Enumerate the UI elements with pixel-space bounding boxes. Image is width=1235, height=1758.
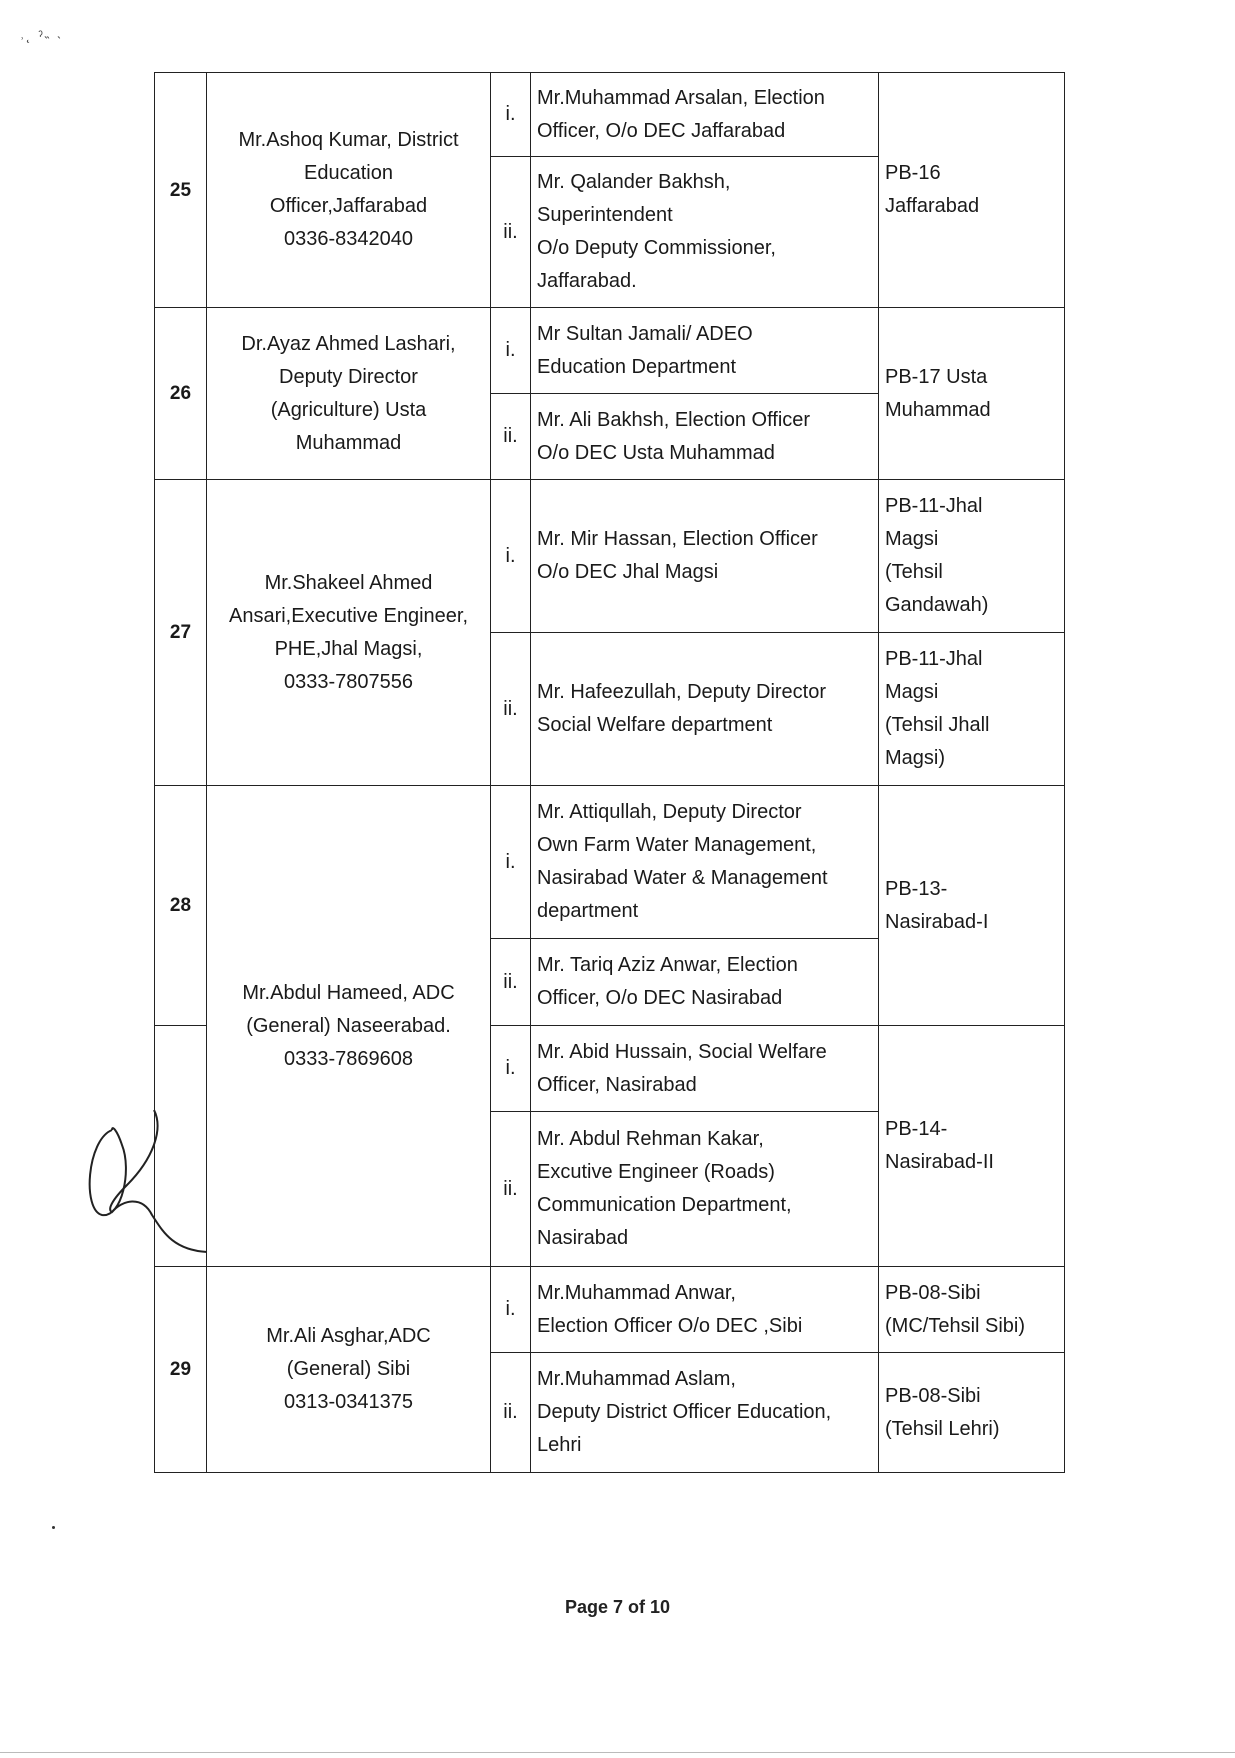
officer-line: Dr.Ayaz Ahmed Lashari, — [241, 332, 456, 355]
entry-index: i. — [491, 73, 531, 157]
serial-number: 29 — [155, 1267, 207, 1473]
entry-index: i. — [491, 786, 531, 939]
serial-number: 27 — [155, 480, 207, 786]
officer-line: 0313-0341375 — [283, 1391, 413, 1413]
detail-line: O/o DEC Jhal Magsi — [537, 561, 719, 583]
detail-line: O/o Deputy Commissioner, — [537, 237, 776, 259]
detail-line: Education Department — [537, 355, 737, 378]
entry-detail — [531, 633, 879, 786]
constituency-cell — [879, 1353, 1065, 1473]
detail-line: Own Farm Water Management, — [537, 834, 817, 856]
constituency-line: Jaffarabad — [885, 195, 980, 217]
constituency-line: Nasirabad-I — [885, 910, 989, 933]
constituency-cell — [879, 786, 1065, 1026]
constituency-line: PB-08-Sibi — [885, 1281, 981, 1304]
table-row — [155, 308, 1065, 394]
detail-line: Officer, O/o DEC Nasirabad — [537, 987, 783, 1009]
scan-specks: ˒˛ ˀ˵ ˴ — [20, 28, 64, 43]
constituency-line: Nasirabad-II — [885, 1151, 994, 1173]
table-row — [155, 1267, 1065, 1353]
entry-detail — [531, 1026, 879, 1112]
officer-line: Ansari,Executive Engineer, — [228, 604, 469, 627]
officer-cell — [207, 1267, 491, 1473]
detail-line: Officer, O/o DEC Jaffarabad — [537, 119, 786, 142]
officer-line: Education — [304, 162, 393, 184]
officer-line: Mr.Ali Asghar,ADC — [266, 1325, 431, 1347]
entry-index: i. — [491, 480, 531, 633]
constituency-line: PB-11-Jhal — [885, 495, 983, 517]
officer-line: Muhammad — [295, 431, 402, 454]
officer-cell — [207, 480, 491, 786]
constituency-line: PB-13- — [885, 877, 948, 900]
entry-detail — [531, 786, 879, 939]
detail-line: O/o DEC Usta Muhammad — [537, 441, 775, 464]
constituency-cell — [879, 73, 1065, 308]
detail-line: Lehri — [537, 1434, 582, 1456]
entry-detail — [531, 1267, 879, 1353]
detail-line: Social Welfare department — [537, 714, 773, 736]
table-row — [155, 73, 1065, 157]
entry-index: i. — [491, 308, 531, 394]
detail-line: Nasirabad — [537, 1227, 629, 1249]
detail-line: Deputy District Officer Education, — [537, 1401, 832, 1423]
constituency-cell — [879, 1267, 1065, 1353]
constituency-cell — [879, 1026, 1065, 1267]
entry-index: ii. — [491, 394, 531, 480]
entry-index: ii. — [491, 633, 531, 786]
constituency-cell — [879, 480, 1065, 633]
constituency-line: PB-16 — [885, 162, 941, 184]
officer-line: Mr.Ashoq Kumar, District — [238, 129, 459, 151]
entry-detail — [531, 73, 879, 157]
entry-detail — [531, 157, 879, 308]
detail-line: Nasirabad Water & Management — [537, 867, 828, 889]
page-separator: of — [623, 1597, 650, 1617]
constituency-cell — [879, 308, 1065, 480]
officer-line: Mr.Abdul Hameed, ADC — [242, 981, 455, 1004]
entry-detail — [531, 308, 879, 394]
officer-line: 0336-8342040 — [283, 228, 413, 250]
detail-line: Mr.Muhammad Aslam, — [537, 1368, 736, 1390]
entry-detail — [531, 394, 879, 480]
entry-detail — [531, 1112, 879, 1267]
officer-line: Mr.Shakeel Ahmed — [264, 571, 433, 594]
page-footer — [0, 1597, 1235, 1618]
constituency-line: Gandawah) — [885, 594, 989, 616]
constituency-line: (Tehsil Jhall — [885, 714, 990, 736]
entry-index: ii. — [491, 1112, 531, 1267]
serial-number: 28 — [155, 786, 207, 1026]
detail-line: department — [537, 900, 639, 922]
detail-line: Mr. Abid Hussain, Social Welfare — [537, 1040, 827, 1063]
officer-line: 0333-7869608 — [283, 1047, 413, 1070]
officer-line: 0333-7807556 — [283, 670, 413, 693]
entry-index: ii. — [491, 939, 531, 1026]
officer-cell — [207, 73, 491, 308]
entry-index: ii. — [491, 157, 531, 308]
serial-number: 26 — [155, 308, 207, 480]
entry-index: i. — [491, 1026, 531, 1112]
officer-line: PHE,Jhal Magsi, — [274, 637, 423, 660]
constituency-line: (MC/Tehsil Sibi) — [885, 1314, 1026, 1337]
officer-cell — [207, 308, 491, 480]
detail-line: Mr. Hafeezullah, Deputy Director — [537, 681, 827, 703]
constituency-line: PB-17 Usta — [885, 365, 988, 388]
entry-detail — [531, 480, 879, 633]
constituency-line: Magsi — [885, 528, 939, 550]
constituency-line: PB-11-Jhal — [885, 648, 983, 670]
constituency-cell — [879, 633, 1065, 786]
constituency-line: Magsi) — [885, 747, 946, 769]
detail-line: Mr.Muhammad Anwar, — [537, 1281, 736, 1304]
officer-line: (General) Sibi — [286, 1358, 411, 1380]
constituency-line: (Tehsil Lehri) — [885, 1417, 1000, 1440]
detail-line: Mr. Qalander Bakhsh, — [537, 171, 731, 193]
officer-line: Officer,Jaffarabad — [269, 195, 428, 217]
officer-line: Deputy Director — [279, 365, 418, 388]
detail-line: Mr. Abdul Rehman Kakar, — [537, 1128, 764, 1150]
detail-line: Superintendent — [537, 204, 673, 226]
entry-detail — [531, 1353, 879, 1473]
entry-detail — [531, 939, 879, 1026]
table-row — [155, 480, 1065, 633]
entry-index: i. — [491, 1267, 531, 1353]
officer-cell — [207, 786, 491, 1267]
constituency-line: PB-14- — [885, 1118, 948, 1140]
detail-line: Officer, Nasirabad — [537, 1073, 697, 1096]
scan-edge-line — [0, 1752, 1235, 1753]
detail-line: Election Officer O/o DEC ,Sibi — [537, 1314, 803, 1337]
detail-line: Mr.Muhammad Arsalan, Election — [537, 86, 825, 109]
officer-line: (Agriculture) Usta — [270, 398, 427, 421]
detail-line: Mr. Tariq Aziz Anwar, Election — [537, 954, 798, 976]
detail-line: Mr Sultan Jamali/ ADEO — [537, 322, 753, 345]
detail-line: Excutive Engineer (Roads) — [537, 1161, 775, 1183]
detail-line: Mr. Ali Bakhsh, Election Officer — [537, 408, 811, 431]
constituency-line: (Tehsil — [885, 561, 943, 583]
detail-line: Mr. Attiqullah, Deputy Director — [537, 801, 802, 823]
constituency-line: Muhammad — [885, 398, 991, 421]
table-row — [155, 786, 1065, 939]
serial-number: 25 — [155, 73, 207, 308]
page-current: 7 — [612, 1597, 623, 1617]
officer-line: (General) Naseerabad. — [246, 1014, 451, 1037]
handwritten-signature — [82, 1100, 212, 1260]
detail-line: Mr. Mir Hassan, Election Officer — [537, 528, 818, 550]
page-total: 10 — [650, 1597, 671, 1617]
assignment-table — [154, 72, 1065, 1473]
detail-line: Communication Department, — [537, 1194, 792, 1216]
constituency-line: PB-08-Sibi — [885, 1384, 981, 1407]
scan-speck — [52, 1526, 55, 1529]
page-prefix: Page — [564, 1597, 613, 1617]
detail-line: Jaffarabad. — [537, 270, 637, 292]
constituency-line: Magsi — [885, 681, 939, 703]
entry-index: ii. — [491, 1353, 531, 1473]
